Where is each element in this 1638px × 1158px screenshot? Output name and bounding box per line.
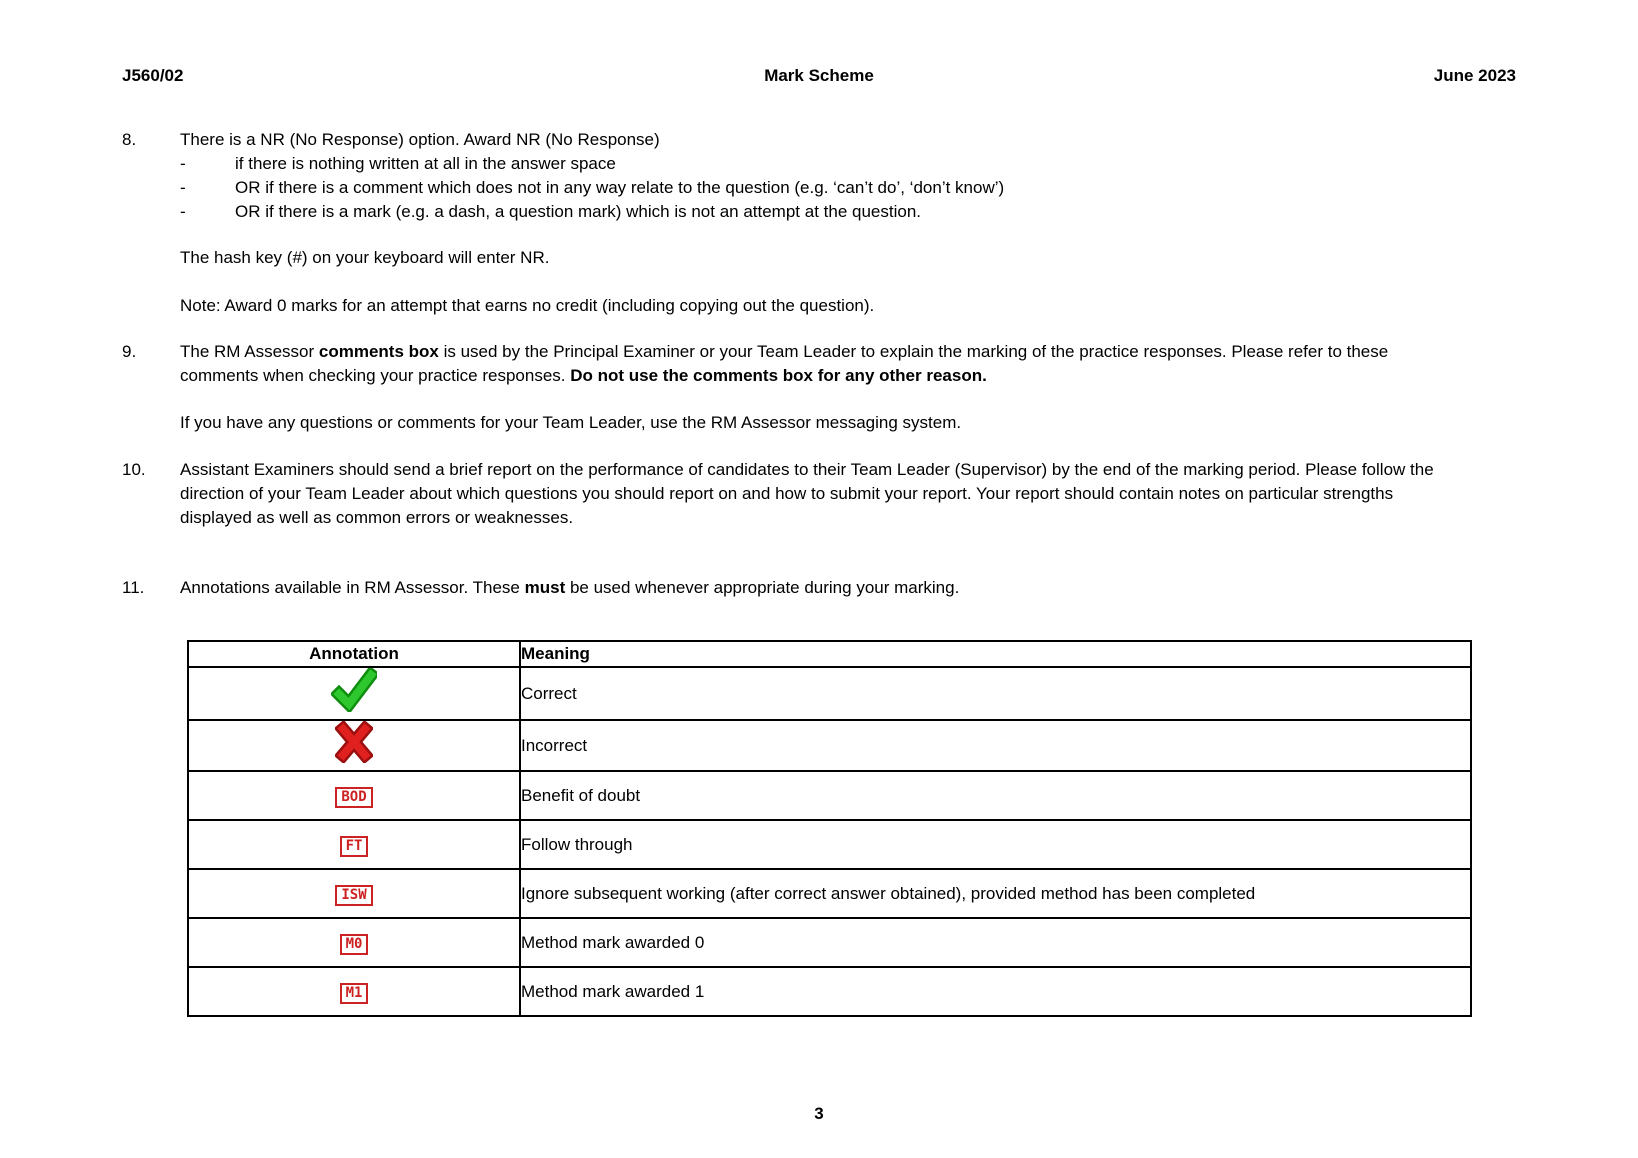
table-row xyxy=(188,869,1471,918)
item-8 xyxy=(122,128,1516,318)
check-icon xyxy=(331,668,377,719)
bullet-text: if there is nothing written at all in the answer space xyxy=(235,154,616,173)
meaning-cell: Ignore subsequent working (after correct answer obtained), provided method has been completed xyxy=(520,869,1471,918)
table-row xyxy=(188,820,1471,869)
item-9-messaging-paragraph: If you have any questions or comments for your Team Leader, use the RM Assessor messaging system. xyxy=(180,413,962,432)
item-8-bullet-3 xyxy=(180,200,1456,224)
bullet-text: OR if there is a mark (e.g. a dash, a question mark) which is not an attempt at the question. xyxy=(235,202,922,221)
item-9-number: 9. xyxy=(122,342,137,361)
item-11-bold-must: must xyxy=(524,578,566,597)
column-header-meaning: Meaning xyxy=(520,641,1471,667)
item-10-paragraph: Assistant Examiners should send a brief report on the performance of candidates to their Team Leader (Supervisor) by the end of the marking period. Please follow the direction of your Team Leader about which questions you should report on and how to submit your report. Your report should contain notes on particular strengths displayed as well as common errors or weaknesses. xyxy=(180,460,1434,527)
session-date: June 2023 xyxy=(1433,66,1517,85)
meaning-cell: Benefit of doubt xyxy=(520,771,1471,820)
table-row xyxy=(188,967,1471,1016)
bullet-dash: - xyxy=(180,154,186,173)
item-11-number: 11. xyxy=(122,578,145,597)
item-8-number: 8. xyxy=(122,130,137,149)
cross-icon xyxy=(335,721,373,770)
item-9 xyxy=(122,340,1516,435)
stamp-m0: M0 xyxy=(340,934,369,955)
meaning-cell: Follow through xyxy=(520,820,1471,869)
stamp-isw: ISW xyxy=(335,885,372,906)
meaning-cell: Method mark awarded 1 xyxy=(520,967,1471,1016)
item-8-intro: There is a NR (No Response) option. Award NR (No Response) xyxy=(180,130,660,149)
item-9-seg-3: is used by the Principal Examiner or your Team Leader to explain the marking of the practice responses. Please refer to these comments when checking your practice responses. xyxy=(180,342,1389,385)
item-10 xyxy=(122,458,1516,530)
meaning-cell: Correct xyxy=(520,667,1471,720)
item-11 xyxy=(122,576,1516,600)
stamp-ft: FT xyxy=(340,836,369,857)
item-11-paragraph xyxy=(180,576,1456,600)
bullet-dash: - xyxy=(180,202,186,221)
item-8-bullet-2 xyxy=(180,176,1456,200)
column-header-annotation: Annotation xyxy=(188,641,520,667)
item-9-seg-1: The RM Assessor xyxy=(180,342,319,361)
annotations-table xyxy=(187,640,1472,1017)
table-row xyxy=(188,771,1471,820)
document-header xyxy=(122,64,1516,88)
meaning-cell: Method mark awarded 0 xyxy=(520,918,1471,967)
paper-code: J560/02 xyxy=(122,66,184,85)
stamp-bod: BOD xyxy=(335,787,372,808)
meaning-cell: Incorrect xyxy=(520,720,1471,771)
item-8-note-paragraph: Note: Award 0 marks for an attempt that earns no credit (including copying out the question). xyxy=(180,296,875,315)
bullet-text: OR if there is a comment which does not in any way relate to the question (e.g. ‘can’t do’, ‘don’t know’) xyxy=(235,178,1005,197)
stamp-m1: M1 xyxy=(340,983,369,1004)
item-9-bold-warning: Do not use the comments box for any other reason. xyxy=(570,366,987,385)
bullet-dash: - xyxy=(180,178,186,197)
item-11-seg-1: Annotations available in RM Assessor. These xyxy=(180,578,525,597)
page-number: 3 xyxy=(814,1104,824,1123)
item-11-seg-3: be used whenever appropriate during your marking. xyxy=(565,578,960,597)
page-title: Mark Scheme xyxy=(764,66,874,85)
item-8-bullet-1 xyxy=(180,152,1456,176)
table-row xyxy=(188,720,1471,771)
item-9-bold-comments-box: comments box xyxy=(318,342,439,361)
item-9-paragraph xyxy=(180,340,1456,388)
table-row xyxy=(188,667,1471,720)
item-8-hash-key-paragraph: The hash key (#) on your keyboard will enter NR. xyxy=(180,248,550,267)
table-row xyxy=(188,918,1471,967)
item-10-number: 10. xyxy=(122,460,146,479)
table-header-row xyxy=(188,641,1471,667)
